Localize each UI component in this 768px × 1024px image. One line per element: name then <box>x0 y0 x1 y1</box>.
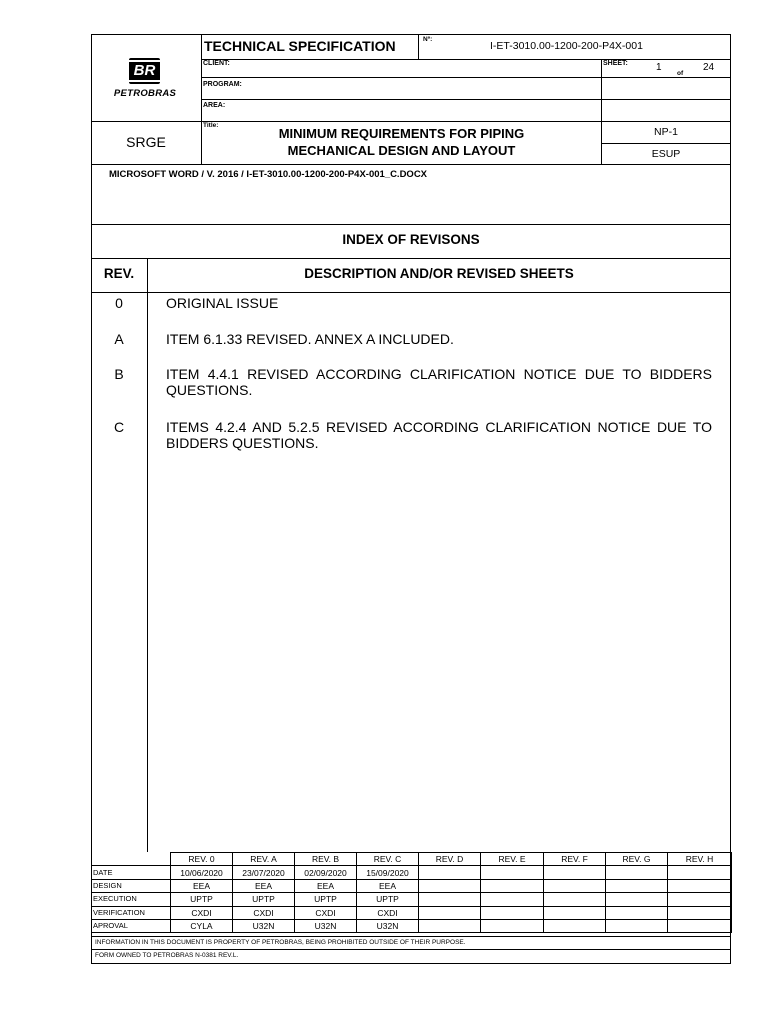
table-cell: CXDI <box>357 906 419 919</box>
table-row-label: EXECUTION <box>92 893 171 906</box>
table-cell <box>481 893 544 906</box>
section-divider <box>91 224 731 225</box>
table-cell <box>668 906 732 919</box>
header-divider <box>201 77 731 78</box>
column-divider <box>147 258 148 852</box>
revision-code: 0 <box>115 295 123 311</box>
number-label: Nº: <box>423 36 433 43</box>
esup-code: ESUP <box>651 148 681 160</box>
table-cell: 10/06/2020 <box>171 866 233 879</box>
header-divider <box>91 164 731 165</box>
logo-name: PETROBRAS <box>113 88 177 99</box>
table-cell <box>606 919 668 932</box>
table-cell: 02/09/2020 <box>295 866 357 879</box>
col-desc-header: DESCRIPTION AND/OR REVISED SHEETS <box>304 266 574 281</box>
table-cell: UPTP <box>171 893 233 906</box>
table-cell: U32N <box>233 919 295 932</box>
table-header-row <box>92 853 732 866</box>
table-cell: 23/07/2020 <box>233 866 295 879</box>
logo-mark: BR <box>133 62 156 79</box>
revision-description: ITEM 4.4.1 REVISED ACCORDING CLARIFICATION NOTICE DUE TO BIDDERS QUESTIONS. <box>166 366 712 398</box>
table-column-header: REV. 0 <box>171 853 233 866</box>
table-cell: UPTP <box>295 893 357 906</box>
table-cell <box>481 866 544 879</box>
table-cell <box>544 893 606 906</box>
doc-number: I-ET-3010.00-1200-200-P4X-001 <box>490 40 643 52</box>
table-cell <box>668 879 732 892</box>
table-row <box>92 919 732 932</box>
table-column-header: REV. D <box>419 853 481 866</box>
table-cell: CXDI <box>233 906 295 919</box>
section-divider <box>91 258 731 259</box>
np-code: NP-1 <box>654 126 678 138</box>
revision-code: A <box>114 331 124 347</box>
table-cell <box>544 919 606 932</box>
table-cell <box>419 919 481 932</box>
table-cell: U32N <box>295 919 357 932</box>
table-column-header: REV. F <box>544 853 606 866</box>
client-label: CLIENT: <box>203 60 230 67</box>
table-cell <box>419 893 481 906</box>
petrobras-logo-icon <box>129 58 160 84</box>
table-column-header: REV. E <box>481 853 544 866</box>
table-cell: EEA <box>171 879 233 892</box>
title-line-1: MINIMUM REQUIREMENTS FOR PIPING <box>278 126 525 141</box>
header-divider <box>201 99 731 100</box>
table-row-label: DATE <box>92 866 171 879</box>
table-cell <box>606 866 668 879</box>
header-divider <box>418 34 419 59</box>
table-column-header: REV. A <box>233 853 295 866</box>
table-cell <box>668 866 732 879</box>
unit-code: SRGE <box>126 134 166 150</box>
table-cell <box>606 893 668 906</box>
table-row-label: VERIFICATION <box>92 906 171 919</box>
table-cell <box>668 893 732 906</box>
table-cell <box>481 906 544 919</box>
table-cell: CXDI <box>295 906 357 919</box>
title-label: Title: <box>203 122 219 129</box>
header-divider <box>91 121 731 122</box>
revision-description: ITEMS 4.2.4 AND 5.2.5 REVISED ACCORDING CLARIFICATION NOTICE DUE TO BIDDERS QUESTIONS. <box>166 419 712 451</box>
table-cell: EEA <box>357 879 419 892</box>
table-cell <box>481 919 544 932</box>
header-divider <box>601 143 731 144</box>
table-row <box>92 866 732 879</box>
section-divider <box>91 292 731 293</box>
sheet-label: SHEET: <box>603 60 628 67</box>
table-corner <box>92 853 171 866</box>
table-cell <box>544 906 606 919</box>
table-cell: EEA <box>233 879 295 892</box>
index-heading: INDEX OF REVISONS <box>342 232 480 247</box>
table-cell: CXDI <box>171 906 233 919</box>
table-cell <box>668 919 732 932</box>
table-cell <box>481 879 544 892</box>
table-cell <box>419 879 481 892</box>
table-row <box>92 906 732 919</box>
table-cell <box>419 906 481 919</box>
table-column-header: REV. B <box>295 853 357 866</box>
table-cell: U32N <box>357 919 419 932</box>
table-cell <box>419 866 481 879</box>
table-cell <box>606 906 668 919</box>
property-note: INFORMATION IN THIS DOCUMENT IS PROPERTY OF PETROBRAS, BEING PROHIBITED OUTSIDE OF THEIR PURPOSE. <box>95 939 466 946</box>
table-cell: 15/09/2020 <box>357 866 419 879</box>
table-row <box>92 879 732 892</box>
file-info: MICROSOFT WORD / V. 2016 / I-ET-3010.00-1200-200-P4X-001_C.DOCX <box>109 169 428 180</box>
table-column-header: REV. H <box>668 853 732 866</box>
table-cell <box>544 879 606 892</box>
form-note: FORM OWNED TO PETROBRAS N-0381 REV.L. <box>95 952 239 959</box>
table-cell: UPTP <box>233 893 295 906</box>
table-cell: UPTP <box>357 893 419 906</box>
sheet-of: of <box>677 70 684 77</box>
title-line-2: MECHANICAL DESIGN AND LAYOUT <box>287 143 516 158</box>
revision-code: C <box>113 419 125 435</box>
table-cell: EEA <box>295 879 357 892</box>
program-label: PROGRAM: <box>203 81 242 88</box>
sheet-total: 24 <box>703 62 715 73</box>
header-divider <box>201 59 731 60</box>
revision-description: ORIGINAL ISSUE <box>166 295 279 311</box>
table-cell: CYLA <box>171 919 233 932</box>
col-rev-header: REV. <box>103 266 135 281</box>
table-column-header: REV. G <box>606 853 668 866</box>
sheet-current: 1 <box>656 62 662 73</box>
table-cell <box>544 866 606 879</box>
table-row-label: DESIGN <box>92 879 171 892</box>
revision-description: ITEM 6.1.33 REVISED. ANNEX A INCLUDED. <box>166 331 454 347</box>
table-row-label: APROVAL <box>92 919 171 932</box>
table-cell <box>606 879 668 892</box>
doc-type: TECHNICAL SPECIFICATION <box>204 38 396 54</box>
revision-code: B <box>114 366 124 382</box>
area-label: AREA: <box>203 102 226 109</box>
revision-signoff-table <box>91 852 732 933</box>
table-column-header: REV. C <box>357 853 419 866</box>
table-row <box>92 893 732 906</box>
